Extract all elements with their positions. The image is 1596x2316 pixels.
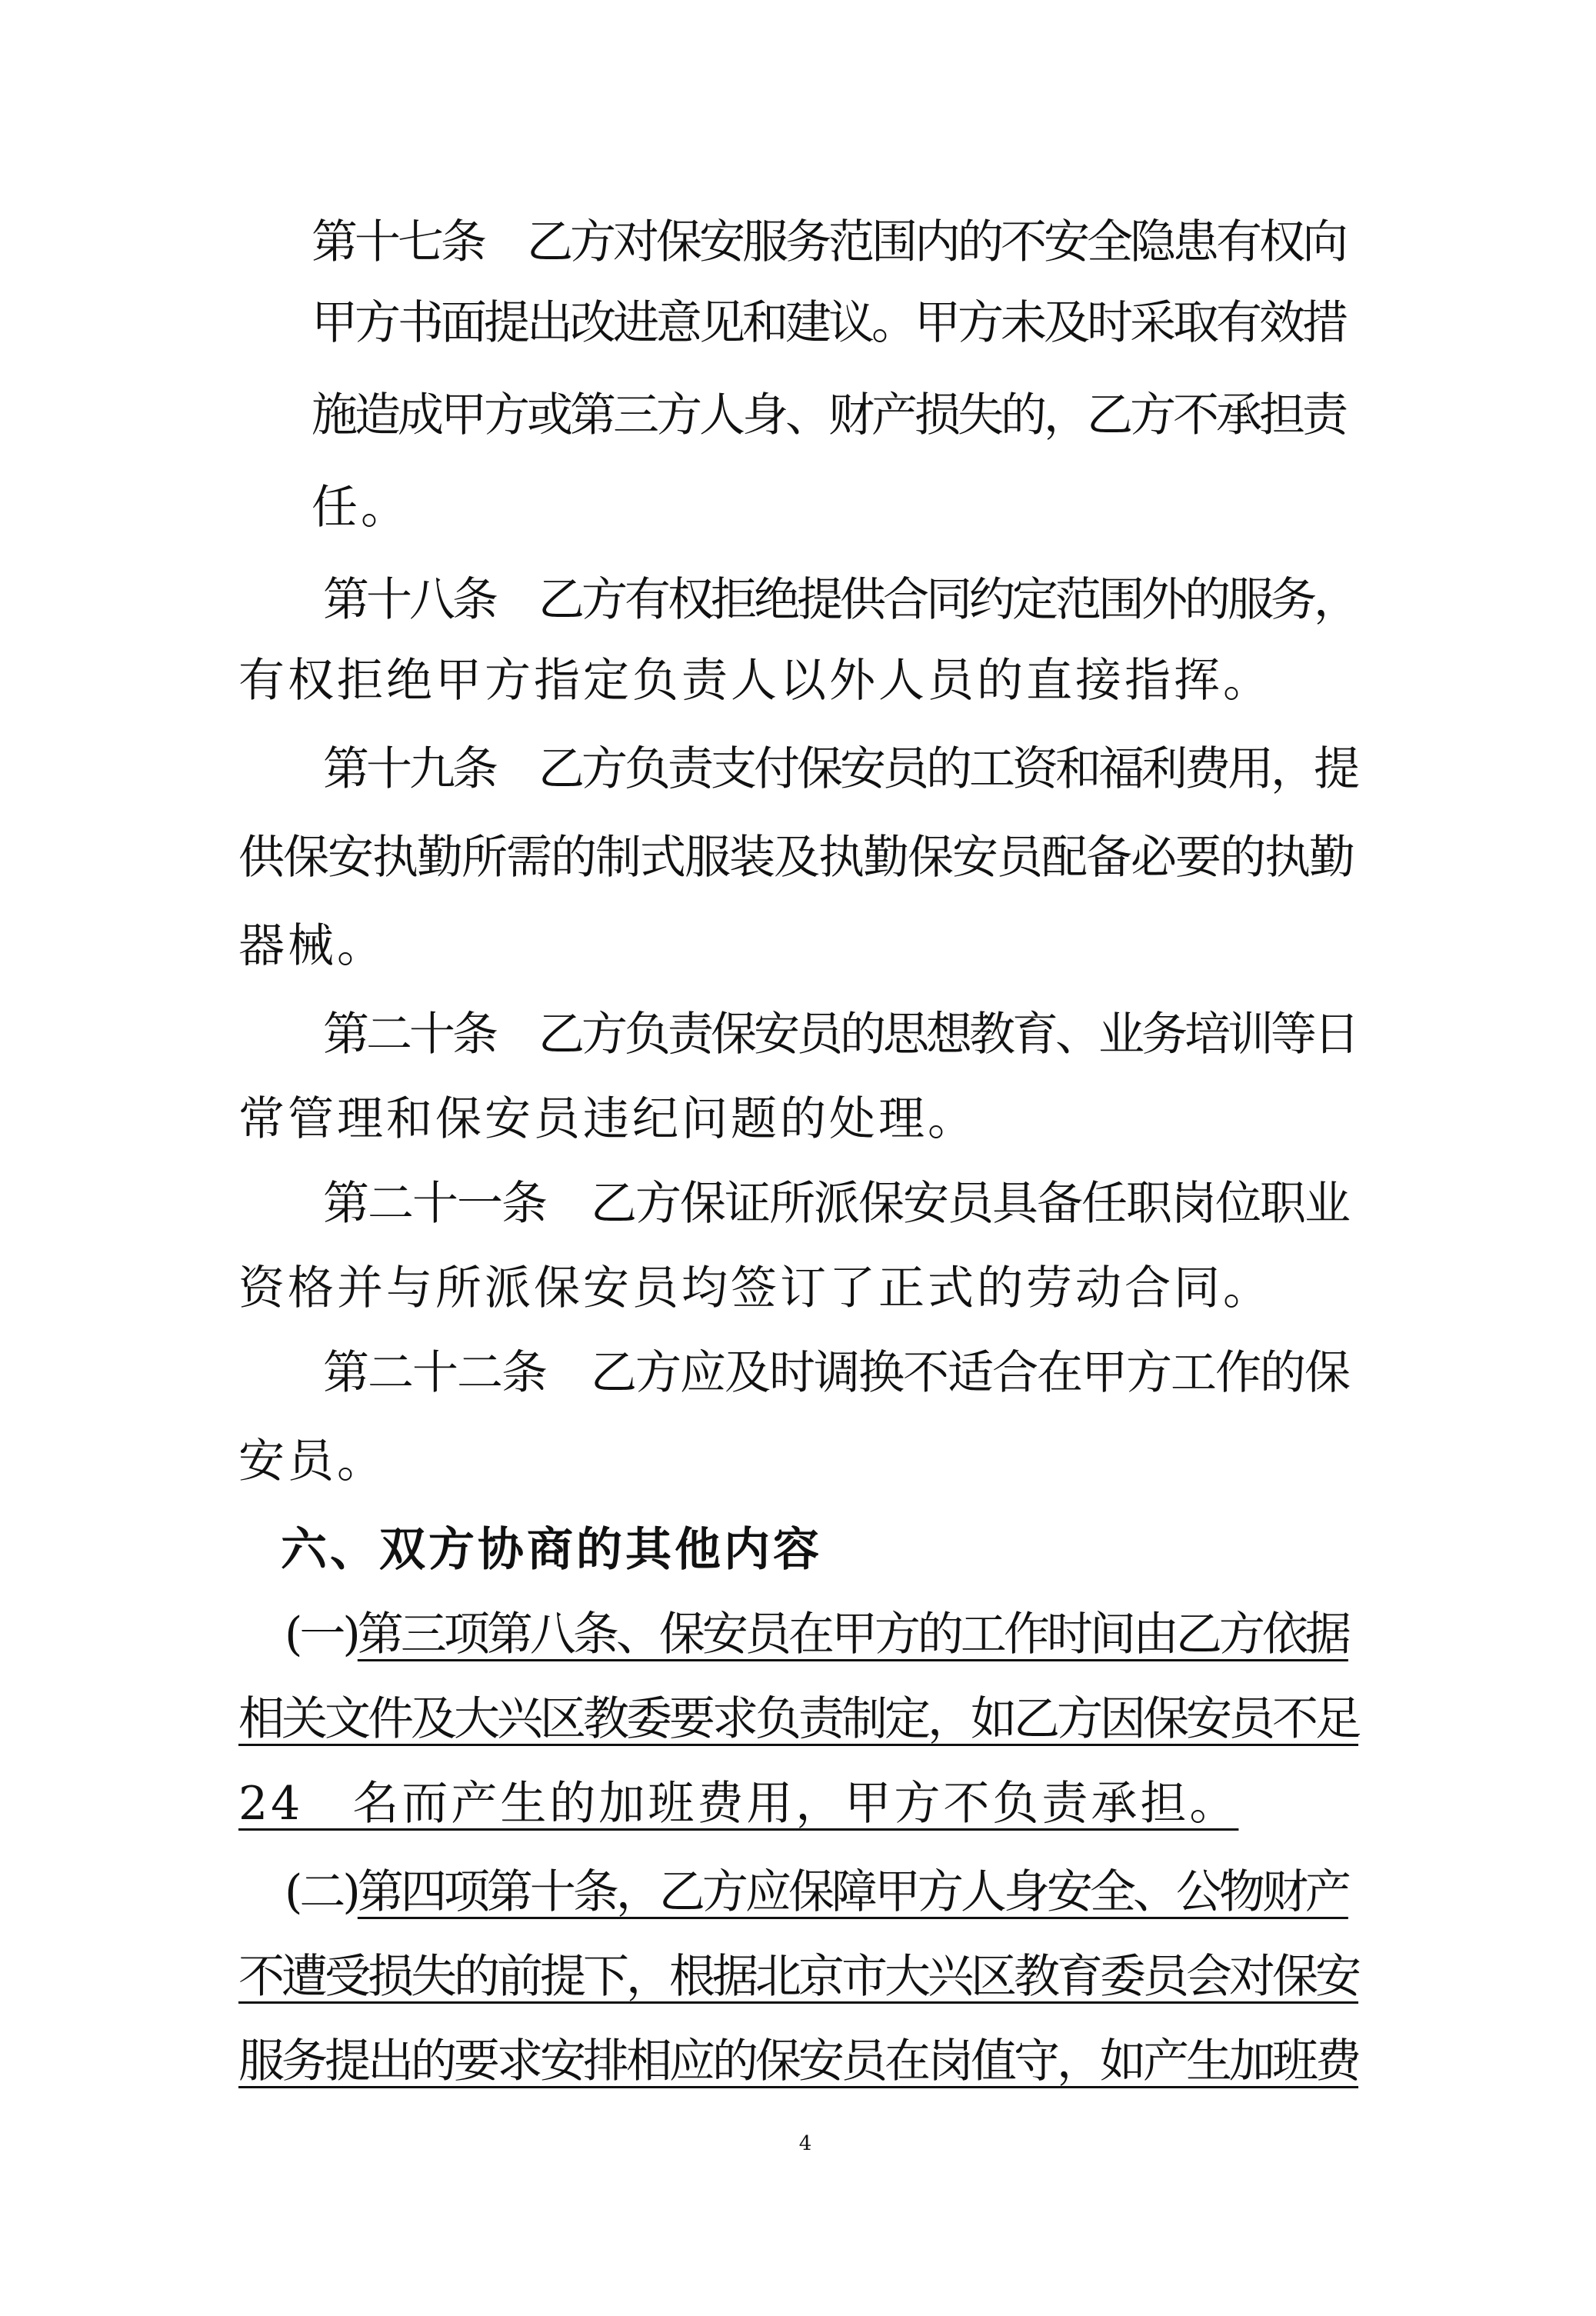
item-1-marker: (一) xyxy=(285,1608,358,1661)
page-number: 4 xyxy=(798,2132,812,2155)
section-6-item-1-line-2: 相关文件及大兴区教委要求负责制定，如乙方因保安员不足 xyxy=(238,1692,1358,1746)
article-19-line-3: 器械。 xyxy=(238,919,386,973)
section-6-item-1-line-1 xyxy=(285,1604,1348,1665)
item-2-text-1: 第四项第十条，乙方应保障甲方人身安全、公物财产 xyxy=(357,1865,1348,1919)
article-20-line-1: 第二十条 乙方负责保安员的思想教育、业务培训等日 xyxy=(323,1008,1357,1061)
article-17-line-3: 施造成甲方或第三方人身、财产损失的，乙方不承担责 xyxy=(312,388,1345,442)
article-21-line-2: 资格并与所派保安员均签订了正式的劳动合同。 xyxy=(238,1261,1272,1315)
article-18-line-1: 第十八条 乙方有权拒绝提供合同约定范围外的服务， xyxy=(323,573,1357,627)
section-6-item-2-line-3: 服务提出的要求安排相应的保安员在岗值守，如产生加班费 xyxy=(238,2034,1358,2088)
article-20-line-2: 常管理和保安员违纪问题的处理。 xyxy=(238,1092,977,1146)
section-6-item-1-line-3: 24 名而产生的加班费用，甲方不负责承担。 xyxy=(238,1777,1239,1831)
article-17-line-2: 甲方书面提出改进意见和建议。甲方未及时采取有效措 xyxy=(312,296,1345,350)
article-21-line-1: 第二十一条 乙方保证所派保安员具备任职岗位职业 xyxy=(323,1177,1349,1231)
article-17-line-1: 第十七条 乙方对保安服务范围内的不安全隐患有权向 xyxy=(312,215,1345,269)
article-19-line-2: 供保安执勤所需的制式服装及执勤保安员配备必要的执勤 xyxy=(238,831,1354,885)
article-18-line-2: 有权拒绝甲方指定负责人以外人员的直接指挥。 xyxy=(238,654,1272,708)
item-2-marker: (二) xyxy=(285,1865,358,1919)
article-22-line-2: 安员。 xyxy=(238,1435,386,1488)
section-6-heading: 六、双方协商的其他内容 xyxy=(281,1523,822,1577)
section-6-item-2-line-2: 不遭受损失的前提下，根据北京市大兴区教育委员会对保安 xyxy=(238,1950,1358,2004)
item-1-text-1: 第三项第八条、保安员在甲方的工作时间由乙方依据 xyxy=(357,1608,1348,1661)
article-22-line-1: 第二十二条 乙方应及时调换不适合在甲方工作的保 xyxy=(323,1346,1349,1400)
article-17-line-4: 任。 xyxy=(312,481,410,535)
article-19-line-1: 第十九条 乙方负责支付保安员的工资和福利费用，提 xyxy=(323,742,1357,796)
section-6-item-2-line-1 xyxy=(285,1861,1348,1923)
